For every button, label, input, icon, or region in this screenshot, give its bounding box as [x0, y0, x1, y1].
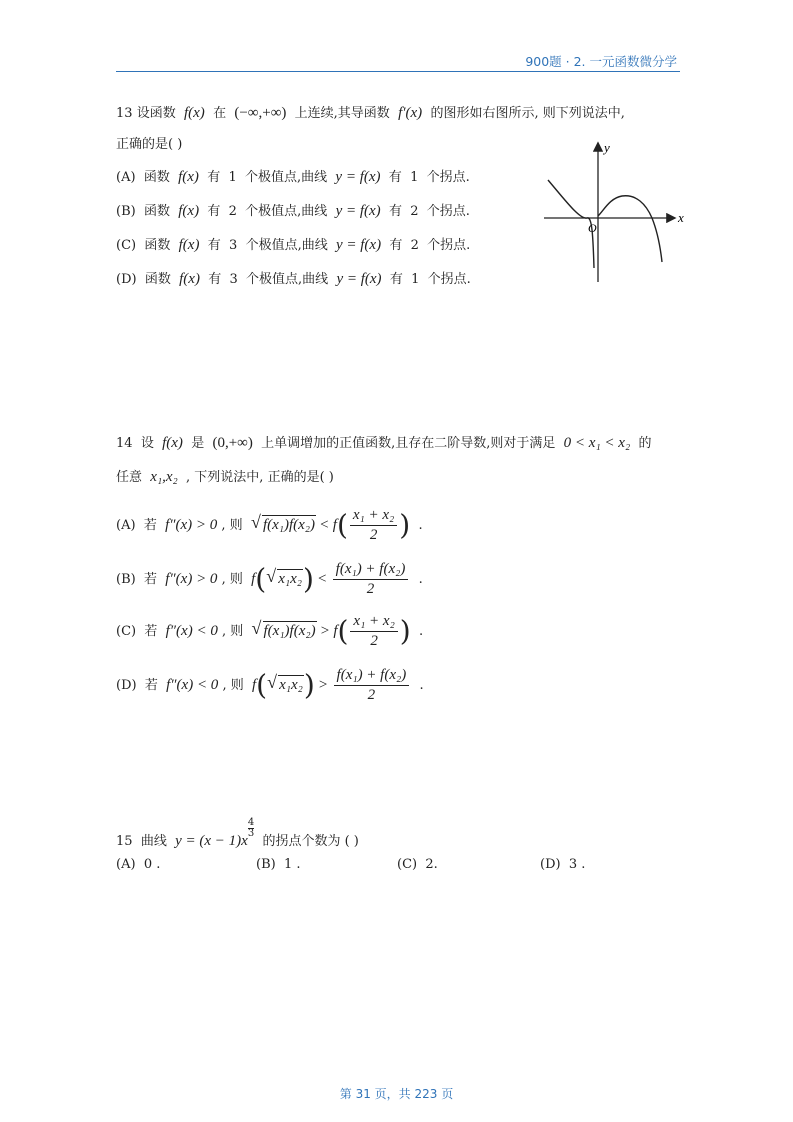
curve-right-branch [598, 196, 662, 262]
option-label: (D) [540, 857, 561, 872]
q14-interval: (0,+∞) [212, 435, 253, 451]
option-curve: y = f(x) [335, 169, 381, 185]
option-label: (C) [116, 238, 137, 253]
q15-stem [116, 818, 359, 853]
option-func: f(x) [179, 271, 200, 287]
option-extrema-count: 1 [228, 170, 237, 185]
fraction-denominator: 2 [370, 633, 378, 649]
option-f: f [251, 677, 257, 693]
q14-stem-line1 [116, 432, 651, 455]
fraction-numerator: x₁ + x₂ [350, 506, 397, 526]
fraction-denominator: 2 [369, 527, 378, 543]
option-text: 个拐点. [427, 272, 471, 287]
option-text: 函数 [143, 204, 170, 219]
option-text: , 则 [221, 572, 243, 587]
option-curve: y = f(x) [335, 203, 381, 219]
option-text: , 则 [221, 624, 244, 639]
q13-stem-c: 的图形如右图所示, 则下列说法中, [430, 106, 625, 121]
option-fraction [350, 506, 397, 545]
option-inflection-count: 2 [410, 238, 419, 253]
x-axis-label: x [678, 210, 684, 225]
option-sqrt: √ f(x₁)f(x₂) [251, 618, 316, 639]
option-text: 有 [388, 170, 402, 185]
q13-number: 13 [116, 106, 133, 121]
option-relation: < [320, 517, 329, 533]
option-fraction [350, 612, 397, 651]
option-text: 个拐点. [426, 170, 470, 185]
q13-option-c[interactable] [116, 234, 470, 257]
option-text: 有 [207, 238, 221, 253]
option-fraction [334, 666, 410, 705]
q13-stem-line2 [116, 134, 182, 156]
option-func: f(x) [178, 237, 200, 253]
q15-number: 15 [116, 834, 133, 849]
option-text: 1 . [283, 857, 301, 872]
option-second-derivative: f″(x) > 0 [165, 517, 218, 533]
q13-at: 在 [213, 106, 227, 121]
option-text: 有 [207, 170, 221, 185]
option-f: f [332, 517, 337, 533]
option-label: (A) [116, 170, 136, 185]
option-relation: < [318, 571, 327, 587]
q15-exponent [248, 818, 254, 839]
option-label: (A) [116, 518, 136, 533]
option-text: 个拐点. [427, 238, 471, 253]
option-fraction [333, 560, 409, 599]
q14-stem-a: 上单调增加的正值函数,且存在二阶导数,则对于满足 [261, 436, 556, 451]
q14-shi: 是 [191, 436, 205, 451]
q14-she: 设 [140, 436, 154, 451]
q13-option-b[interactable] [116, 200, 470, 223]
option-text: 2. [425, 857, 438, 872]
option-curve: y = f(x) [335, 237, 382, 253]
option-label: (B) [116, 572, 136, 587]
q14-vars: x₁,x₂ [150, 469, 178, 485]
q15-option-c[interactable] [397, 854, 438, 876]
option-label: (D) [116, 678, 137, 693]
page-footer: 第 31 页，共 223 页 [339, 1087, 454, 1101]
option-label: (A) [116, 857, 136, 872]
option-label: (B) [116, 204, 136, 219]
q14-func: f(x) [162, 435, 183, 451]
option-text: 个极值点,曲线 [245, 170, 328, 185]
fraction-numerator: f(x₁) + f(x₂) [334, 666, 410, 686]
y-axis-label: y [604, 140, 610, 155]
option-label: (C) [116, 624, 137, 639]
q14-stem-c: , 下列说法中, 正确的是( ) [186, 470, 334, 485]
sqrt-radicand: f(x₁)f(x₂) [262, 517, 316, 533]
q13-option-d[interactable] [116, 268, 471, 291]
option-text: 个极值点,曲线 [246, 272, 329, 287]
option-text: 函数 [144, 238, 171, 253]
q13-func: f(x) [183, 105, 205, 121]
q15-option-d[interactable] [540, 854, 585, 876]
option-text: , 则 [222, 678, 244, 693]
option-text: 函数 [144, 272, 171, 287]
option-text: 0 . [143, 857, 161, 872]
q14-option-b[interactable]: (B) 若 f″(x) > 0 , 则 f( √ x₁x₂) < $\frac{\text{f(x₁) + f(x₂)}}{2}$ . [116, 561, 423, 597]
option-extrema-count: 2 [228, 204, 237, 219]
q14-option-a[interactable]: (A) 若 f″(x) > 0 , 则 √ f(x₁)f(x₂) < f( $\frac{\text{x₁ + x₂}}{2}$ ) . [116, 507, 423, 543]
option-text: 若 [143, 572, 157, 587]
option-text: 有 [207, 204, 221, 219]
option-relation: > [318, 677, 328, 693]
q15-stem-a: 曲线 [140, 834, 167, 849]
option-text: 有 [389, 238, 403, 253]
sqrt-radicand: f(x₁)f(x₂) [263, 623, 316, 639]
option-text: 若 [144, 624, 158, 639]
option-inflection-count: 1 [410, 170, 419, 185]
option-f: f [333, 623, 338, 639]
q14-stem-line2 [116, 466, 334, 489]
option-text: 个极值点,曲线 [245, 238, 328, 253]
header-rule [116, 71, 680, 72]
option-text: , 则 [221, 518, 243, 533]
q13-stem-a: 设函数 [136, 106, 176, 121]
q14-stem-b: 任意 [116, 470, 143, 485]
fraction-denominator: 2 [366, 581, 375, 597]
q14-option-d[interactable]: (D) 若 f″(x) < 0 , 则 f( √ x₁x₂) > $\frac{\text{f(x₁) + f(x₂)}}{2}$ . [116, 667, 424, 703]
sqrt-radicand: x₁x₂ [278, 571, 302, 587]
option-curve: y = f(x) [336, 271, 382, 287]
option-text: 有 [208, 272, 222, 287]
exponent-denominator: 3 [247, 828, 255, 839]
option-text: 3 . [568, 857, 586, 872]
option-second-derivative: f″(x) < 0 [165, 623, 218, 639]
option-label: (D) [116, 272, 137, 287]
q13-stem-line1 [116, 102, 625, 125]
header-title: 900题 · 2. 一元函数微分学 [525, 54, 677, 69]
option-text: 个拐点. [426, 204, 470, 219]
derivative-graph [540, 140, 690, 285]
q13-deriv: f′(x) [398, 105, 423, 121]
sqrt-radicand: x₁x₂ [279, 677, 303, 693]
option-func: f(x) [178, 169, 199, 185]
option-text: 个极值点,曲线 [245, 204, 328, 219]
origin-label: O [588, 221, 597, 235]
option-f: f [251, 571, 256, 587]
option-sqrt: √ f(x₁)f(x₂) [250, 512, 316, 533]
option-sqrt: √ x₁x₂ [266, 566, 302, 587]
option-relation: > [320, 623, 330, 639]
fraction-denominator: 2 [367, 687, 376, 703]
option-label: (C) [397, 857, 418, 872]
option-text: 有 [389, 272, 403, 287]
q15-option-a[interactable] [116, 854, 160, 876]
q14-option-c[interactable]: (C) 若 f″(x) < 0 , 则 √ f(x₁)f(x₂) > f( $\frac{\text{x₁ + x₂}}{2}$ ) . [116, 613, 424, 649]
option-text: 函数 [143, 170, 170, 185]
fraction-numerator: x₁ + x₂ [350, 612, 397, 632]
q14-de: 的 [638, 436, 652, 451]
fraction-numerator: f(x₁) + f(x₂) [333, 560, 409, 580]
q13-stem-d: 正确的是( ) [116, 137, 183, 152]
option-func: f(x) [178, 203, 200, 219]
q13-option-a[interactable] [116, 166, 470, 189]
q14-cond: 0 < x₁ < x₂ [563, 435, 631, 451]
option-inflection-count: 1 [411, 272, 420, 287]
q13-stem-b: 上连续,其导函数 [294, 106, 390, 121]
option-text: 有 [388, 204, 402, 219]
q15-option-b[interactable] [256, 854, 301, 876]
option-inflection-count: 2 [410, 204, 419, 219]
option-second-derivative: f″(x) > 0 [165, 571, 218, 587]
option-extrema-count: 3 [229, 238, 238, 253]
option-text: 若 [143, 518, 157, 533]
exponent-numerator: 4 [247, 817, 255, 828]
option-text: 若 [144, 678, 158, 693]
option-label: (B) [256, 857, 276, 872]
q13-interval: (−∞,+∞) [234, 105, 287, 121]
option-second-derivative: f″(x) < 0 [166, 677, 219, 693]
q14-number: 14 [116, 436, 133, 451]
q15-equation: y = (x − 1)x [175, 833, 248, 849]
option-extrema-count: 3 [229, 272, 238, 287]
option-sqrt: √ x₁x₂ [267, 672, 303, 693]
q15-stem-b: 的拐点个数为 ( ) [262, 834, 359, 849]
